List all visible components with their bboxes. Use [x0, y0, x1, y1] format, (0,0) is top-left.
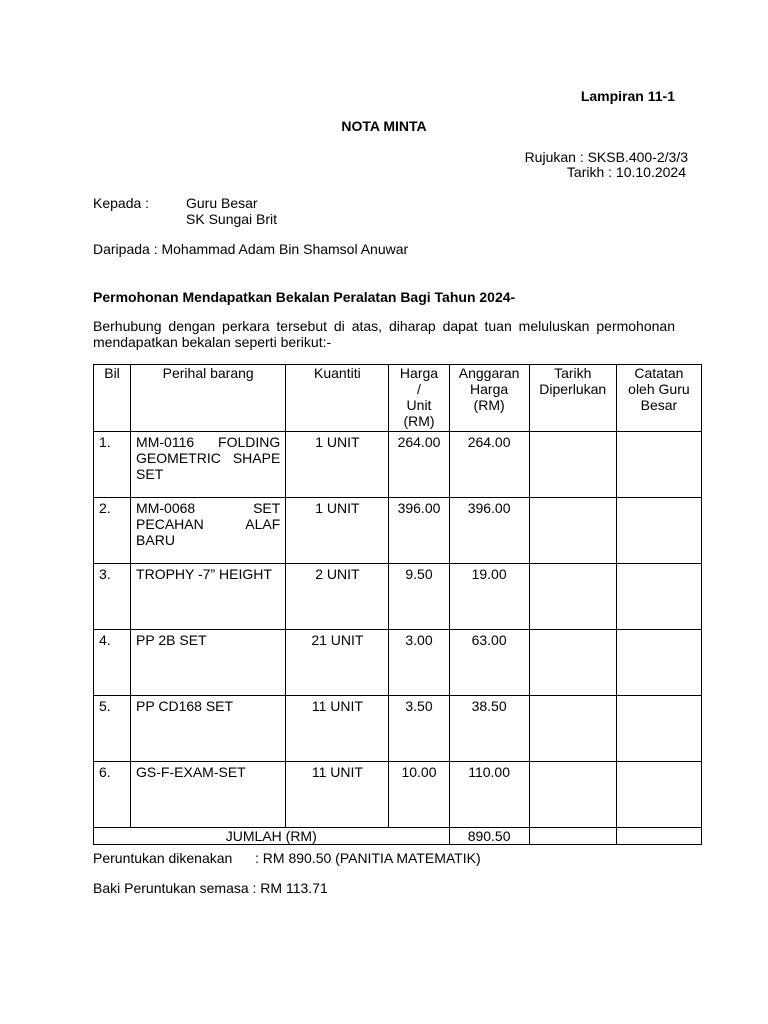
cell-kuantiti: 11 UNIT: [286, 762, 389, 828]
cell-perihal: PP 2B SET: [131, 630, 286, 696]
balance-line: Baki Peruntukan semasa : RM 113.71: [93, 880, 328, 896]
cell-kuantiti: 21 UNIT: [286, 630, 389, 696]
cell-perihal: MM-0116 FOLDING GEOMETRIC SHAPE SET: [131, 432, 286, 498]
cell-catatan: [616, 630, 701, 696]
cell-tarikh: [529, 432, 616, 498]
table-header-row: [94, 365, 702, 432]
attachment-label: Lampiran 11-1: [580, 88, 675, 104]
header-tarikh: Tarikh Diperlukan: [529, 365, 616, 432]
cell-kuantiti: 1 UNIT: [286, 432, 389, 498]
cell-kuantiti: 1 UNIT: [286, 498, 389, 564]
request-paragraph: [93, 318, 675, 350]
cell-anggaran: 396.00: [449, 498, 529, 564]
total-catatan-empty: [616, 828, 701, 845]
header-perihal: Perihal barang: [131, 365, 286, 432]
cell-kuantiti: 11 UNIT: [286, 696, 389, 762]
cell-perihal: PP CD168 SET: [131, 696, 286, 762]
sender-line: Daripada : Mohammad Adam Bin Shamsol Anuwar: [93, 241, 409, 257]
cell-harga: 10.00: [389, 762, 449, 828]
table-row: [94, 630, 702, 696]
cell-tarikh: [529, 696, 616, 762]
table-row: [94, 696, 702, 762]
paragraph-line: mendapatkan bekalan seperti berikut:-: [93, 334, 332, 350]
allocation-value: : RM 890.50 (PANITIA MATEMATIK): [255, 850, 481, 866]
cell-tarikh: [529, 630, 616, 696]
total-label: JUMLAH (RM): [94, 828, 450, 845]
cell-catatan: [616, 432, 701, 498]
recipient-school: SK Sungai Brit: [186, 211, 278, 227]
header-kuantiti: Kuantiti: [286, 365, 389, 432]
cell-harga: 264.00: [389, 432, 449, 498]
cell-tarikh: [529, 498, 616, 564]
document-title: NOTA MINTA: [341, 118, 427, 134]
document-date: Tarikh : 10.10.2024: [566, 164, 686, 180]
allocation-label: Peruntukan dikenakan: [93, 850, 233, 866]
cell-kuantiti: 2 UNIT: [286, 564, 389, 630]
cell-bil: 4.: [94, 630, 131, 696]
cell-catatan: [616, 696, 701, 762]
request-table: [93, 364, 702, 845]
cell-harga: 3.50: [389, 696, 449, 762]
cell-perihal: TROPHY -7” HEIGHT: [131, 564, 286, 630]
total-value: 890.50: [449, 828, 529, 845]
cell-harga: 3.00: [389, 630, 449, 696]
cell-perihal: GS-F-EXAM-SET: [131, 762, 286, 828]
cell-bil: 6.: [94, 762, 131, 828]
cell-catatan: [616, 498, 701, 564]
cell-anggaran: 110.00: [449, 762, 529, 828]
cell-catatan: [616, 762, 701, 828]
subject-line: Permohonan Mendapatkan Bekalan Peralatan Bagi Tahun 2024-: [93, 289, 516, 305]
cell-tarikh: [529, 762, 616, 828]
cell-bil: 3.: [94, 564, 131, 630]
header-harga-unit: Harga / Unit (RM): [389, 365, 449, 432]
cell-bil: 5.: [94, 696, 131, 762]
total-tarikh-empty: [529, 828, 616, 845]
table-row: [94, 432, 702, 498]
table-total-row: [94, 828, 702, 845]
paragraph-line: Berhubung dengan perkara tersebut di atas, diharap dapat tuan meluluskan permohonan: [93, 318, 675, 334]
cell-harga: 396.00: [389, 498, 449, 564]
header-bil: Bil: [94, 365, 131, 432]
cell-anggaran: 63.00: [449, 630, 529, 696]
cell-anggaran: 38.50: [449, 696, 529, 762]
cell-bil: 2.: [94, 498, 131, 564]
recipient-label: Kepada :: [93, 195, 150, 211]
header-anggaran: Anggaran Harga (RM): [449, 365, 529, 432]
cell-bil: 1.: [94, 432, 131, 498]
table-row: [94, 762, 702, 828]
cell-tarikh: [529, 564, 616, 630]
cell-perihal: MM-0068 SET PECAHAN ALAF BARU: [131, 498, 286, 564]
recipient-title: Guru Besar: [186, 195, 258, 211]
reference-number: Rujukan : SKSB.400-2/3/3: [524, 149, 688, 165]
header-catatan: Catatan oleh Guru Besar: [616, 365, 701, 432]
table-row: [94, 498, 702, 564]
cell-anggaran: 264.00: [449, 432, 529, 498]
cell-anggaran: 19.00: [449, 564, 529, 630]
cell-harga: 9.50: [389, 564, 449, 630]
table-row: [94, 564, 702, 630]
cell-catatan: [616, 564, 701, 630]
